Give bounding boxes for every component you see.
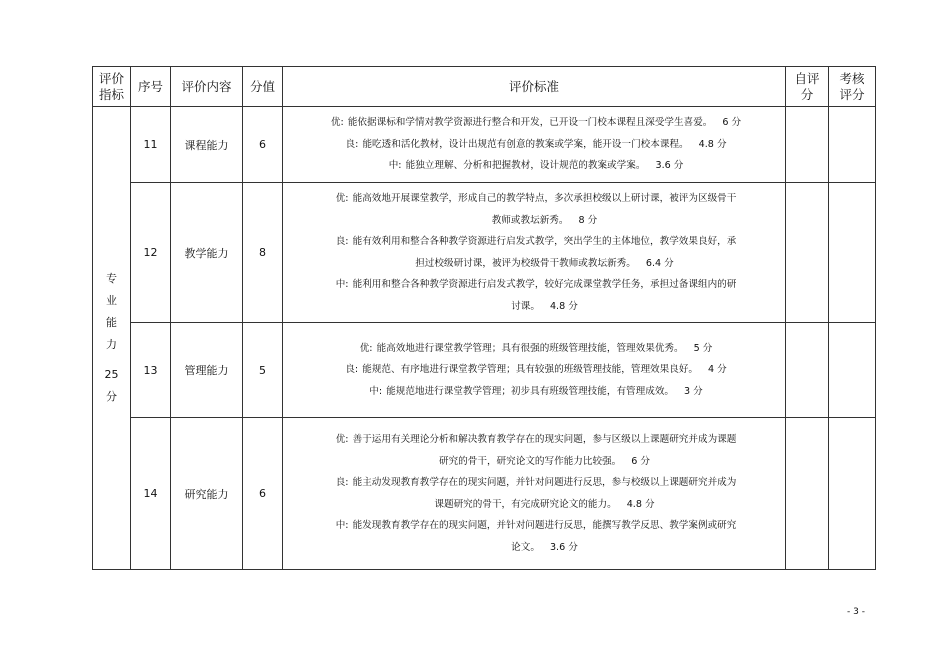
table-row — [93, 183, 876, 323]
header-score: 分值 — [243, 67, 283, 107]
score-cell: 6 — [243, 418, 283, 570]
criteria-line: 良: 能主动发现教育教学存在的现实问题，并针对问题进行反思，参与校级以上课题研究并成为 — [335, 477, 737, 488]
evaluation-table — [92, 66, 876, 570]
content-cell: 教学能力 — [171, 183, 243, 323]
criteria-line: 研究的骨干，研究论文的写作能力比较强。 6 分 — [438, 455, 651, 467]
table-row — [93, 418, 876, 570]
table-row — [93, 107, 876, 183]
header-self-score: 自评 分 — [786, 67, 829, 107]
criteria-line: 优: 能依据课标和学情对教学资源进行整合和开发，已开设一门校本课程且深受学生喜爱。 6 分 — [330, 117, 742, 129]
indicator-name-char: 专 — [106, 272, 117, 285]
criteria-line: 中: 能独立理解、分析和把握教材，设计规范的教案或学案。 3.6 分 — [388, 160, 684, 172]
self-score-cell[interactable] — [786, 183, 829, 323]
seq-cell: 13 — [131, 323, 171, 418]
indicator-score-unit: 分 — [106, 390, 117, 403]
seq-cell: 14 — [131, 418, 171, 570]
criteria-line: 优: 能高效地开展课堂教学，形成自己的教学特点，多次承担校级以上研讨课，被评为区级骨干 — [335, 193, 737, 204]
self-score-cell[interactable] — [786, 323, 829, 418]
self-score-cell[interactable] — [786, 107, 829, 183]
seq-cell: 12 — [131, 183, 171, 323]
criteria-line: 中: 能利用和整合各种教学资源进行启发式教学，较好完成课堂教学任务，承担过备课组内的研 — [335, 279, 737, 290]
score-cell: 6 — [243, 107, 283, 183]
table-row — [93, 323, 876, 418]
indicator-name-char: 力 — [106, 338, 117, 351]
header-assess-score: 考核 评分 — [829, 67, 876, 107]
score-cell: 5 — [243, 323, 283, 418]
criteria-line: 担过校级研讨课，被评为校级骨干教师或教坛新秀。 6.4 分 — [415, 257, 674, 269]
criteria-cell — [283, 107, 786, 183]
criteria-line: 优: 善于运用有关理论分析和解决教育教学存在的现实问题，参与区级以上课题研究并成为课题 — [335, 434, 737, 445]
criteria-line: 教师或教坛新秀。 8 分 — [491, 214, 598, 226]
criteria-line: 优: 能高效地进行课堂教学管理；具有很强的班级管理技能，管理效果优秀。 5 分 — [359, 342, 713, 354]
indicator-score-value: 25 — [104, 368, 119, 381]
criteria-line: 课题研究的骨干，有完成研究论文的能力。 4.8 分 — [434, 498, 655, 510]
criteria-cell — [283, 323, 786, 418]
header-content: 评价内容 — [171, 67, 243, 107]
indicator-cell — [93, 107, 131, 570]
assess-score-cell[interactable] — [829, 183, 876, 323]
header-criteria: 评价标准 — [283, 67, 786, 107]
header-row — [93, 67, 876, 107]
score-cell: 8 — [243, 183, 283, 323]
content-cell: 管理能力 — [171, 323, 243, 418]
criteria-line: 中: 能发现教育教学存在的现实问题，并针对问题进行反思，能撰写教学反思、教学案例或研究 — [335, 520, 737, 531]
criteria-line: 论文。 3.6 分 — [511, 541, 578, 553]
criteria-line: 讨课。 4.8 分 — [511, 300, 578, 312]
criteria-line: 良: 能吃透和活化教材，设计出规范有创意的教案或学案，能开设一门校本课程。 4.8 分 — [345, 138, 727, 150]
assess-score-cell[interactable] — [829, 418, 876, 570]
content-cell: 研究能力 — [171, 418, 243, 570]
content-cell: 课程能力 — [171, 107, 243, 183]
seq-cell: 11 — [131, 107, 171, 183]
indicator-name-char: 能 — [106, 316, 117, 329]
self-score-cell[interactable] — [786, 418, 829, 570]
criteria-cell — [283, 418, 786, 570]
criteria-line: 中: 能规范地进行课堂教学管理；初步具有班级管理技能，有管理成效。 3 分 — [369, 385, 703, 397]
indicator-name-char: 业 — [106, 294, 117, 307]
header-seq: 序号 — [131, 67, 171, 107]
criteria-line: 良: 能规范、有序地进行课堂教学管理；具有较强的班级管理技能，管理效果良好。 4 分 — [345, 364, 727, 376]
header-indicator: 评价 指标 — [93, 67, 131, 107]
page-number: - 3 - — [847, 607, 865, 617]
criteria-line: 良: 能有效利用和整合各种教学资源进行启发式教学，突出学生的主体地位，教学效果良好，承 — [335, 236, 737, 247]
assess-score-cell[interactable] — [829, 107, 876, 183]
assess-score-cell[interactable] — [829, 323, 876, 418]
criteria-cell — [283, 183, 786, 323]
